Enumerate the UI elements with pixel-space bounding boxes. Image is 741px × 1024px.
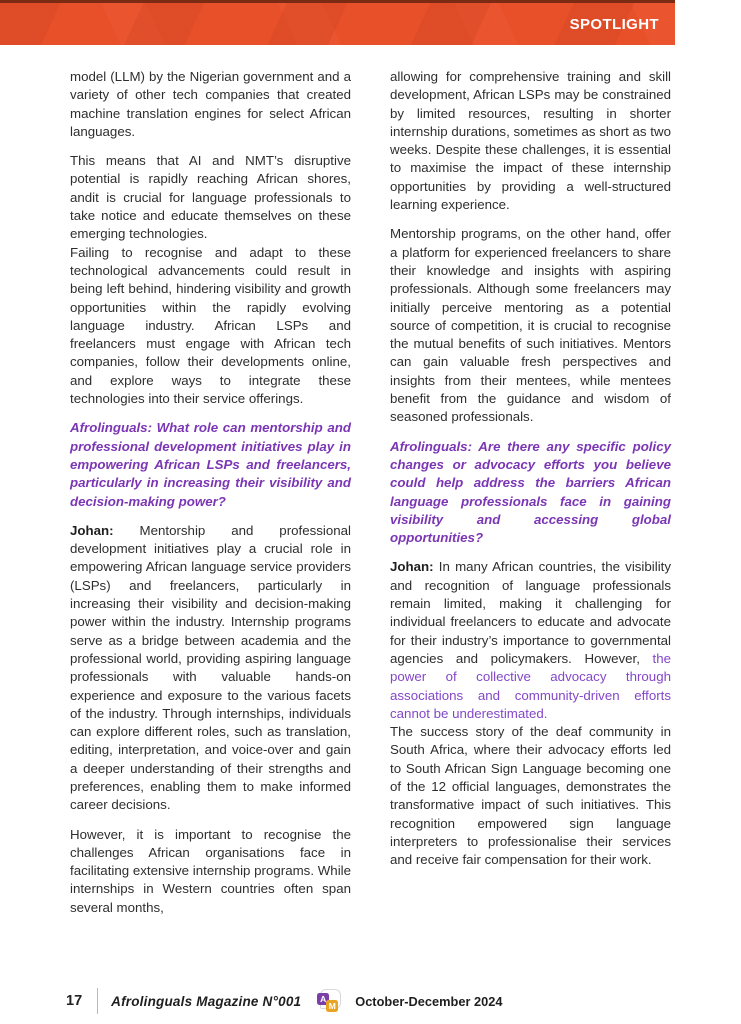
answer-part-2: The success story of the deaf community in South Africa, where their advocacy efforts led to South African Sign Language becoming one of the 12 official languages, demonstrates the transformative impact of such initiatives. This recognition empowered sign language interpreters to professionalise their services and receive fair compensation for their work. <box>390 724 671 868</box>
footer-divider <box>97 988 98 1014</box>
page-footer <box>66 986 676 1016</box>
header-bar <box>0 0 675 45</box>
answer-text: Mentorship and professional development initiatives play a crucial role in empowering African language service providers (LSPs) and freelancers, particularly in increasing their visibility and decision-making power within the industry. Internship programs serve as a bridge between academia and the professional world, providing aspiring language professionals with valuable hands-on experience and exposure to the various facets of the industry. Through internships, individuals can explore different roles, such as translation, editing, interpretation, and voice-over and gain a deeper understanding of their strengths and preferences, enabling them to make informed career decisions. <box>70 522 351 813</box>
paragraph: allowing for comprehensive training and skill development, African LSPs may be constrained by limited resources, resulting in shorter internship durations, sometimes as short as two weeks. Despite these challenges, it is essential to maximise the impact of these internship opportunities by providing a well-structured learning experience. <box>390 69 671 213</box>
paragraph-text: Failing to recognise and adapt to these technological advancements could result in being left behind, hindering visibility and growth opportunities within the rapidly evolving language industry. African LSPs and freelancers must engage with African tech companies, follow their developments online, and explore ways to integrate these technologies into their service offerings. <box>70 244 351 407</box>
left-column <box>70 68 351 928</box>
paragraph-text: This means that AI and NMT’s disruptive potential is rapidly reaching African shores, andit is crucial for language professionals to take notice and educate themselves on these emerging technologies. <box>70 153 351 242</box>
page-number: 17 <box>66 993 83 1009</box>
logo-letter-m: M <box>326 1000 338 1012</box>
interview-question <box>390 438 671 548</box>
interview-answer <box>390 558 671 869</box>
afrolinguals-logo-icon <box>317 988 341 1014</box>
paragraph <box>70 152 351 408</box>
question-speaker-label: Afrolinguals: <box>70 420 152 436</box>
article-body <box>70 68 671 928</box>
answer-speaker-label: Johan: <box>390 559 434 575</box>
section-tag: SPOTLIGHT <box>569 15 659 33</box>
paragraph: Mentorship programs, on the other hand, offer a platform for experienced freelancers to share their knowledge and insights with aspiring professionals. Although some freelancers may initially perceive mentoring as a potential source of competition, it is crucial to recognise the mutual benefits of such initiatives. Mentors can gain valuable fresh perspectives and insights from their mentees, while mentees benefit from the guidance and wisdom of seasoned professionals. <box>390 226 671 425</box>
interview-answer <box>70 522 351 815</box>
logo-letter-a: A <box>317 993 329 1005</box>
answer-speaker-label: Johan: <box>70 522 114 538</box>
answer-highlight-text: the power of collective advocacy through associations and community-driven efforts cannot be underestimated. <box>390 650 671 721</box>
right-column <box>390 68 671 928</box>
answer-part-1 <box>390 558 671 723</box>
question-speaker-label: Afrolinguals: <box>390 438 472 454</box>
magazine-title: Afrolinguals Magazine N°001 <box>111 993 302 1009</box>
question-text: What role can mentorship and professional development initiatives play in empowering African LSPs and freelancers, particularly in increasing their visibility and decision-making power? <box>70 420 351 509</box>
paragraph: model (LLM) by the Nigerian government and a variety of other tech companies that created machine translation engines for select African languages. <box>70 69 351 139</box>
paragraph: However, it is important to recognise the challenges African organisations face in facilitating extensive internship programs. While internships in Western countries often span several months, <box>70 826 351 915</box>
issue-date: October-December 2024 <box>355 993 503 1009</box>
question-text: Are there any specific policy changes or advocacy efforts you believe could help address the barriers African language professionals face in gaining visibility and accessing global opportunities? <box>390 438 671 546</box>
answer-text: In many African countries, the visibility and recognition of language professionals remain limited, making it challenging for individual freelancers to educate and advocate for their industry’s importance to governmental agencies and policymakers. However, <box>390 559 671 666</box>
interview-question <box>70 419 351 510</box>
